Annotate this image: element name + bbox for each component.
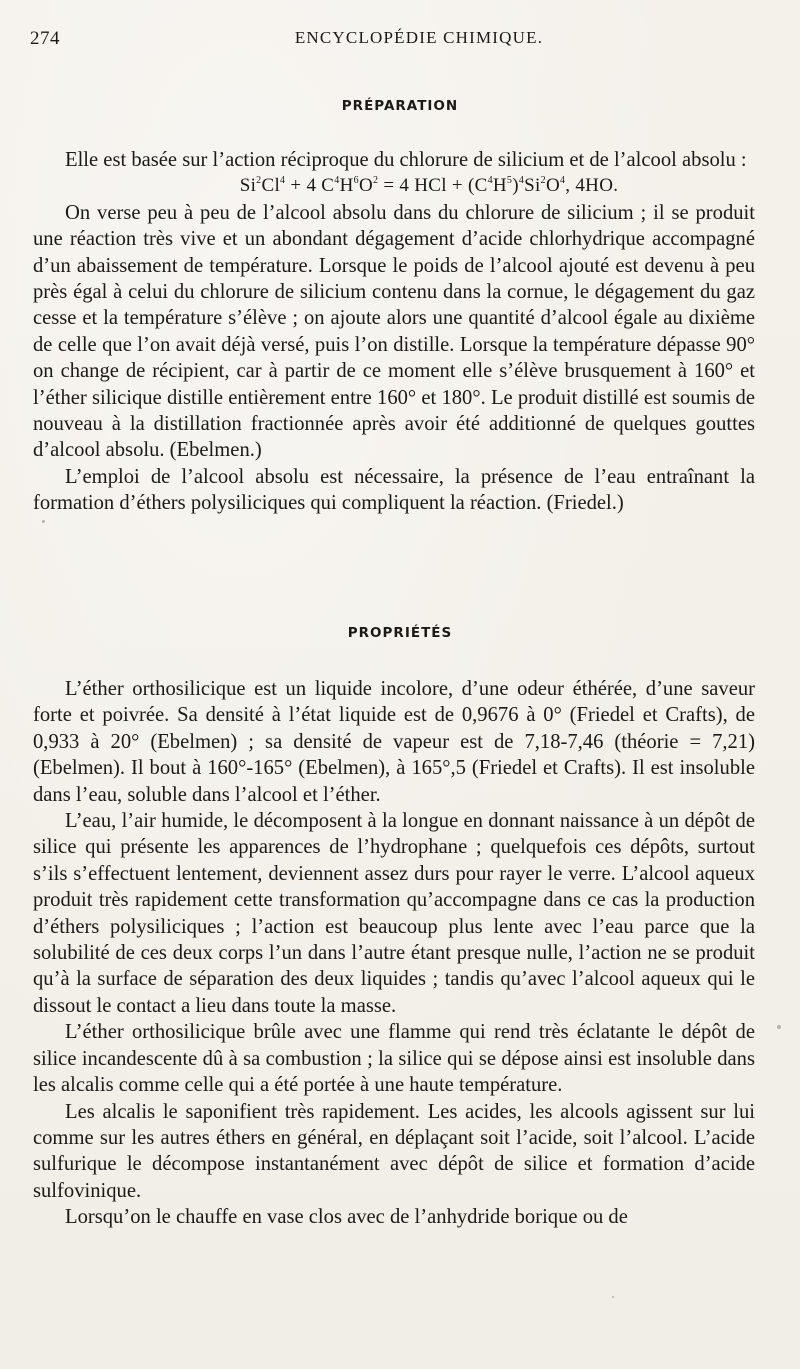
- preparation-section: [33, 147, 755, 517]
- proprietes-paragraph-1: L’éther orthosilicique est un liquide incolore, d’une odeur éthérée, d’une saveur forte et poivrée. Sa densité à l’état liquide est de 0,9676 à 0° (Friedel et Crafts), de 0,933 à 20° (Ebelmen) ; sa densité de vapeur est de 7,18-7,46 (théorie = 7,21) (Ebelmen). Il bout à 160°-165° (Ebelmen), à 165°,5 (Friedel et Crafts). Il est insoluble dans l’eau, soluble dans l’alcool et l’éther.: [33, 678, 755, 806]
- preparation-paragraph-2: L’emploi de l’alcool absolu est nécessaire, la présence de l’eau entraînant la formation d’éthers polysiliciques qui compliquent la réaction. (Friedel.): [33, 465, 755, 515]
- proprietes-paragraph-4: Les alcalis le saponifient très rapidement. Les acides, les alcools agissent sur lui comme sur les autres éthers en général, en déplaçant soit l’acide, soit l’alcool. L’acide sulfurique le décompose instantanément avec dépôt de silice et formation d’acide sulfovinique.: [33, 1100, 755, 1202]
- proprietes-paragraph-3: L’éther orthosilicique brûle avec une flamme qui rend très éclatante le dépôt de silice incandescente dû à sa combustion ; la silice qui se dépose ainsi est insoluble dans les alcalis comme celle qui a été portée à une haute température.: [33, 1021, 755, 1097]
- page-header: [30, 28, 748, 54]
- proprietes-paragraph-2: L’eau, l’air humide, le décomposent à la longue en donnant naissance à un dépôt de silice qui présente les apparences de l’hydrophane ; quelquefois ces dépôts, surtout s’ils s’effectuent lentement, deviennent assez durs pour rayer le verre. L’alcool aqueux produit très rapidement cette transformation qu’accompagne dans ce cas la production d’éthers polysiliciques ; l’action est beaucoup plus lente avec l’eau parce que la solubilité de ces deux corps l’un dans l’autre étant presque nulle, l’action ne se produit qu’à la surface de séparation des deux liquides ; tandis qu’avec l’alcool aqueux qui le dissout le contact a lieu dans toute la masse.: [33, 810, 755, 1017]
- section-title-proprietes: PROPRIÉTÉS: [347, 625, 453, 641]
- proprietes-paragraph-5: Lorsqu’on le chauffe en vase clos avec de l’anhydride borique ou de: [65, 1206, 628, 1229]
- paper-speck: [777, 1025, 781, 1029]
- paper-speck: [612, 1296, 614, 1298]
- running-title: ENCYCLOPÉDIE CHIMIQUE.: [294, 28, 544, 47]
- paper-speck: [42, 520, 45, 523]
- preparation-paragraph-1: On verse peu à peu de l’alcool absolu dans du chlorure de silicium ; il se produit une réaction très vive et un abondant dégagement d’acide chlorhydrique accompagné d’un abaissement de température. Lorsque le poids de l’alcool ajouté est devenu à peu près égal à celui du chlorure de silicium contenu dans la cornue, le dégagement du gaz cesse et la température s’élève ; on ajoute alors une quantité d’alcool égale au dixième de celle que l’on avait déjà versé, puis l’on distille. Lorsque la température dépasse 90° on change de récipient, car à partir de ce moment elle s’élève brusquement à 160° et l’éther silicique distille entièrement entre 160° et 180°. Le produit distillé est soumis de nouveau à la distillation fractionnée après avoir été additionné de quelques gouttes d’alcool absolu. (Ebelmen.): [33, 201, 755, 462]
- reaction-formula: $Si^2Cl^4 + 4$ $C^4H^6O^2 = 4$ HCl + $(C^4H^5)^4Si^2O^4$, 4HO.: [239, 175, 619, 197]
- page-number: 274: [30, 28, 60, 49]
- proprietes-section: [33, 676, 755, 1231]
- preparation-intro: Elle est basée sur l’action réciproque du chlorure de silicium et de l’alcool absolu :: [65, 149, 747, 171]
- section-title-preparation: PRÉPARATION: [341, 98, 459, 114]
